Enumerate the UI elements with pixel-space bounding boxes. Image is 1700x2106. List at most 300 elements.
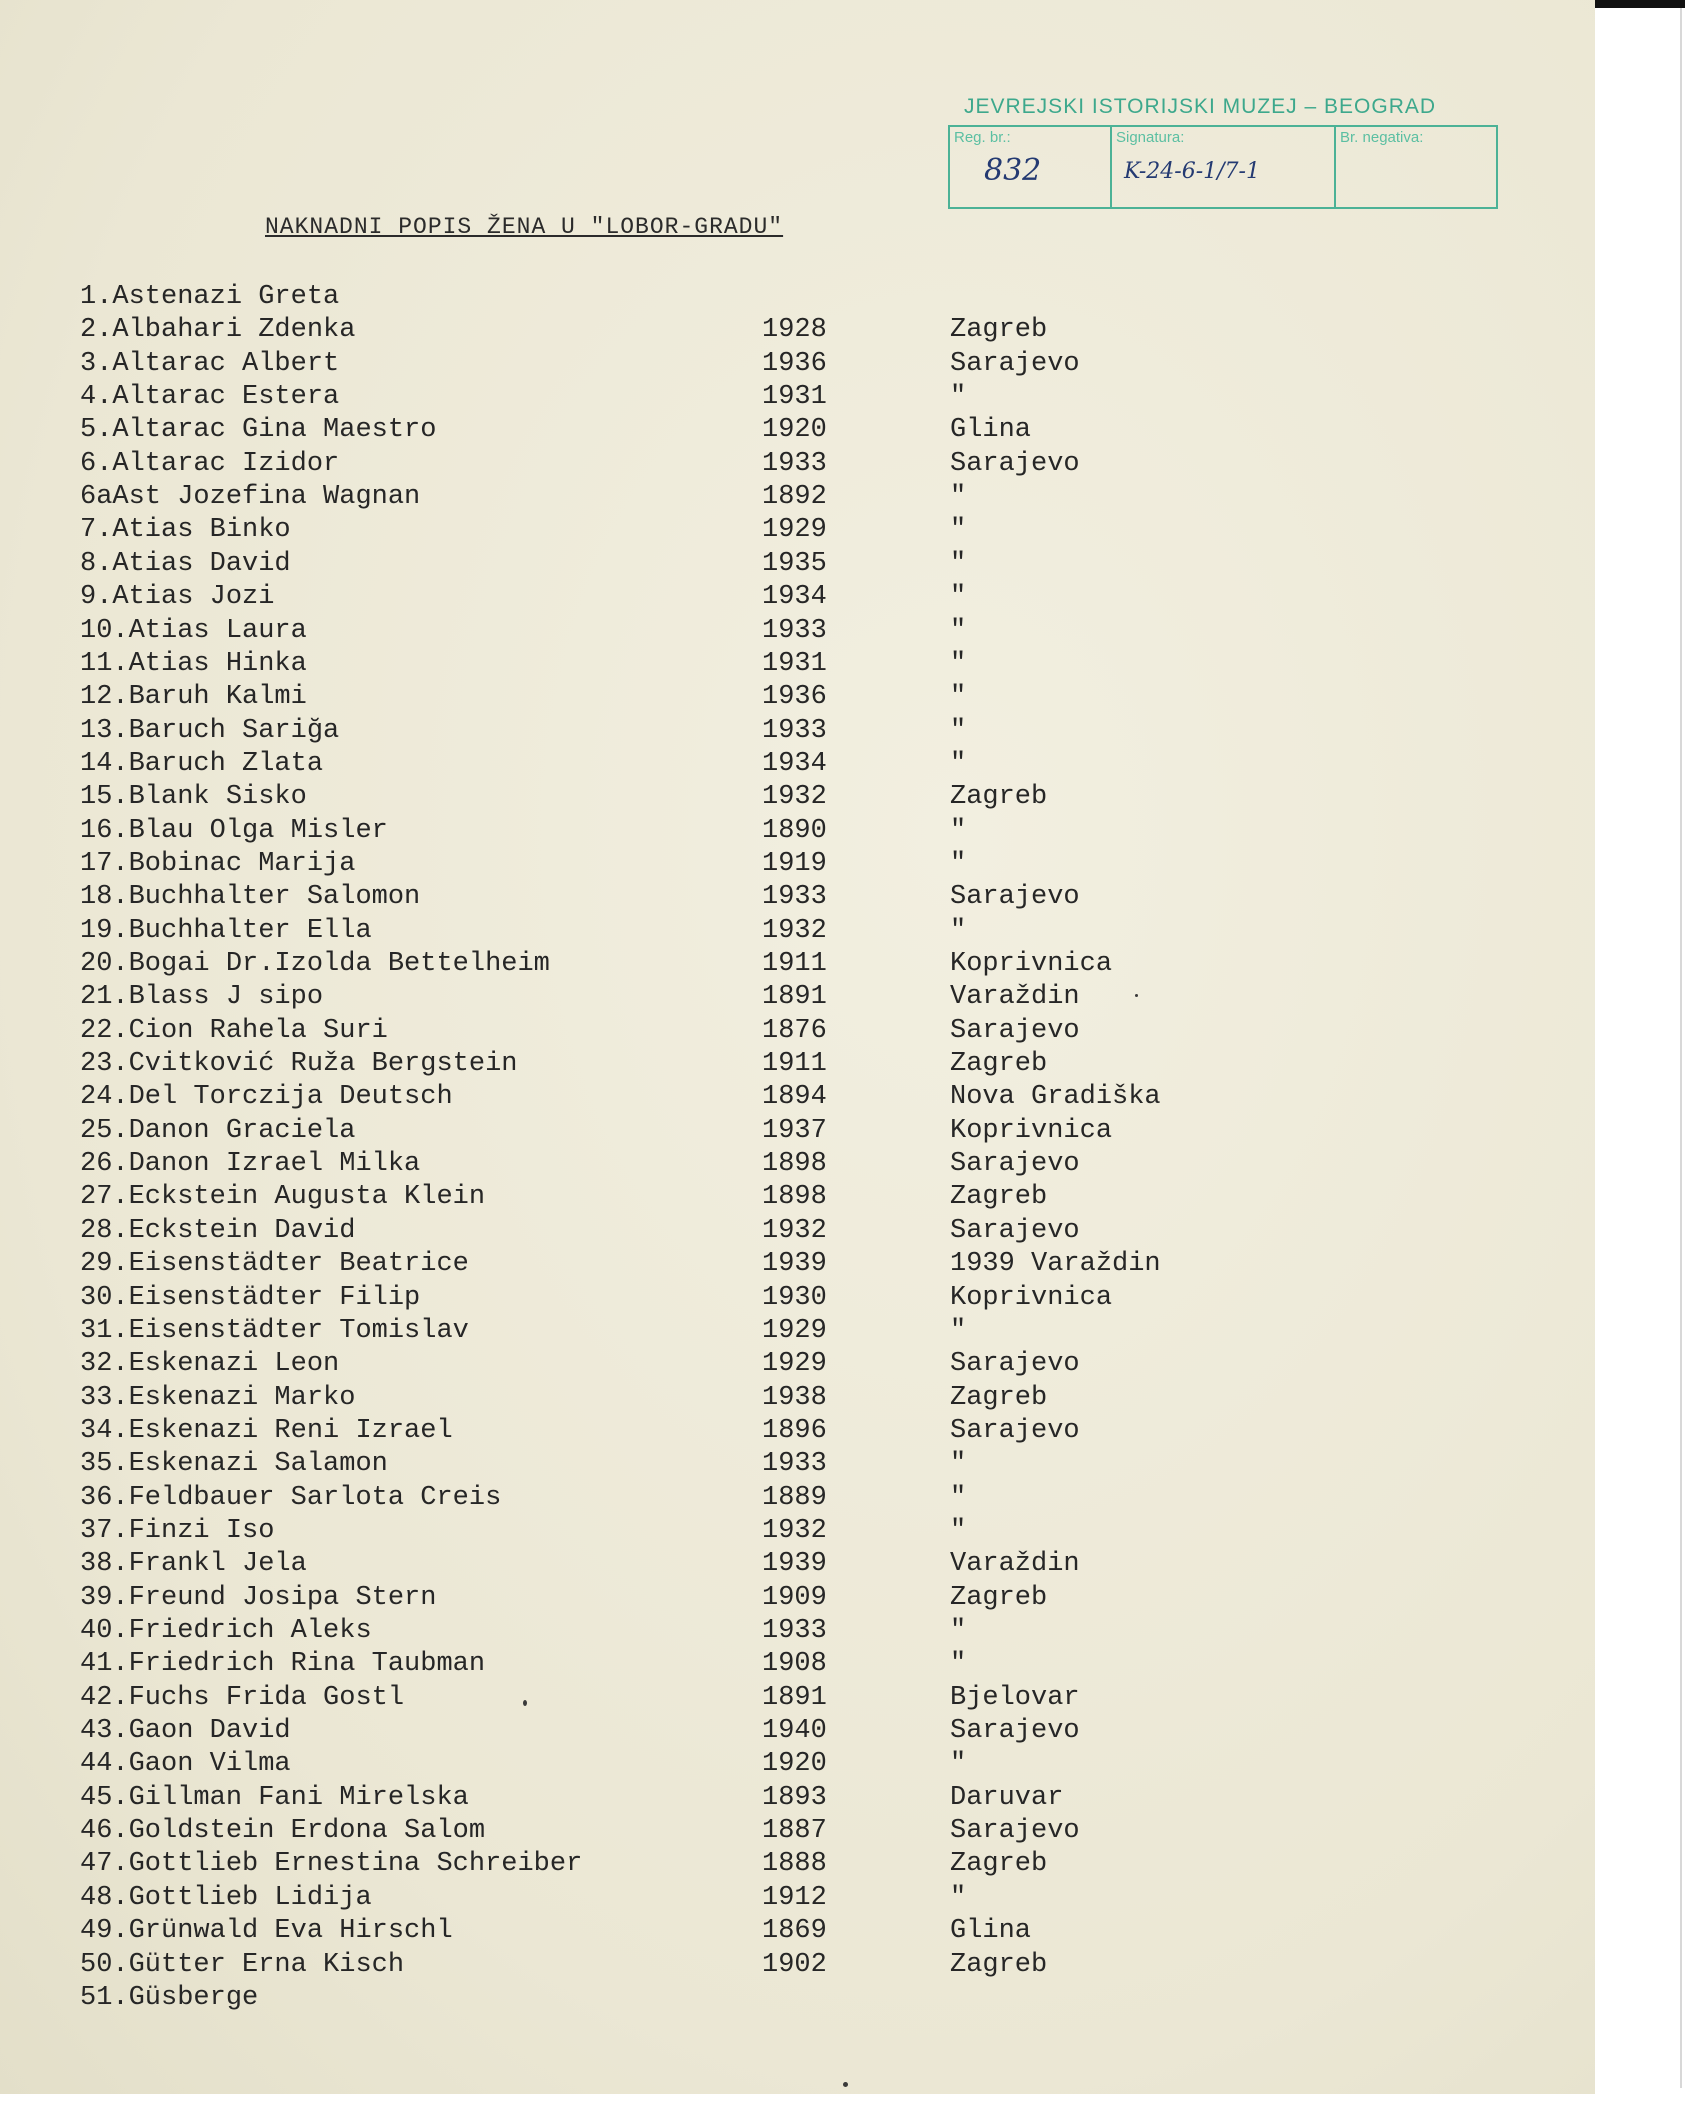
entry-year: 1929 (762, 1349, 827, 1380)
entry-place: Sarajevo (950, 1349, 1080, 1380)
entry-place: " (950, 1649, 967, 1680)
entry-name (80, 615, 307, 648)
entry-number: 16. (80, 815, 129, 846)
entry-place: " (950, 582, 967, 613)
entry-year: 1933 (762, 1616, 827, 1646)
entry-place: Glina (950, 1916, 1032, 1947)
list-item (0, 514, 1595, 547)
entry-fullname: Atias Binko (112, 515, 291, 546)
entry-name (80, 581, 274, 614)
entry-number: 27. (80, 1182, 129, 1213)
entry-number: 34. (80, 1415, 129, 1446)
entry-number: 10. (80, 615, 129, 646)
entry-number: 28. (80, 1215, 129, 1246)
entry-place: " (950, 682, 967, 713)
entry-place: Sarajevo (950, 448, 1080, 479)
list-item (0, 1715, 1595, 1748)
entry-fullname: Altarac Izidor (112, 448, 340, 479)
list-item (0, 1348, 1595, 1381)
entry-place: Bjelovar (950, 1682, 1080, 1713)
entry-fullname: Eisenstädter Filip (128, 1282, 421, 1313)
entry-place: Varaždin (950, 982, 1080, 1013)
entry-number: 6. (80, 448, 113, 479)
entry-place: " (950, 1616, 967, 1646)
entry-number: 6a (80, 482, 113, 513)
entry-name (80, 1615, 372, 1648)
entry-place: Zagreb (950, 1582, 1048, 1613)
entry-year: 1939 (762, 1249, 827, 1280)
entry-fullname: Blass J sipo (128, 982, 324, 1013)
entry-number: 25. (80, 1115, 129, 1146)
list-item (0, 1548, 1595, 1581)
entry-fullname: Baruh Kalmi (128, 682, 307, 713)
entry-name (80, 281, 339, 314)
list-item (0, 1815, 1595, 1848)
entry-fullname: Altarac Albert (112, 348, 340, 379)
entry-fullname: Danon Graciela (128, 1115, 356, 1146)
entry-fullname: Blau Olga Misler (128, 815, 388, 846)
entry-number: 11. (80, 648, 129, 679)
entry-year: 1911 (762, 1049, 827, 1080)
entry-number: 30. (80, 1282, 129, 1313)
entry-number: 35. (80, 1449, 129, 1480)
list-item (0, 715, 1595, 748)
entry-fullname: Goldstein Erdona Salom (128, 1816, 486, 1847)
entry-fullname: Danon Izrael Milka (128, 1149, 421, 1180)
entry-name (80, 1515, 274, 1548)
entry-number: 49. (80, 1916, 129, 1947)
entry-year: 1919 (762, 848, 827, 879)
entry-name (80, 1548, 307, 1581)
entry-fullname: Baruch Sariğa (128, 715, 340, 746)
entry-name (80, 314, 355, 347)
entry-year: 1892 (762, 482, 827, 513)
list-item (0, 1648, 1595, 1681)
entry-fullname: Gottlieb Lidija (128, 1882, 372, 1913)
entry-name (80, 715, 339, 748)
entry-name (80, 1382, 355, 1415)
entry-year: 1876 (762, 1015, 827, 1046)
list-item (0, 748, 1595, 781)
list-item (0, 1215, 1595, 1248)
entry-place: Sarajevo (950, 882, 1080, 913)
entry-number: 21. (80, 982, 129, 1013)
entry-name (80, 548, 291, 581)
entry-year: 1940 (762, 1716, 827, 1747)
stamp-reg-cell (950, 127, 1112, 207)
museum-stamp (948, 95, 1498, 215)
entry-year: 1931 (762, 382, 827, 413)
entry-name (80, 648, 307, 681)
entry-name (80, 781, 307, 814)
entry-name (80, 1915, 453, 1948)
entry-number: 44. (80, 1749, 129, 1780)
entry-place: " (950, 748, 967, 779)
entry-year: 1928 (762, 315, 827, 346)
entry-year: 1936 (762, 682, 827, 713)
entry-place: " (950, 715, 967, 746)
entry-fullname: Atias Hinka (128, 648, 307, 679)
entry-year: 1938 (762, 1382, 827, 1413)
entry-year: 1898 (762, 1149, 827, 1180)
list-item (0, 1915, 1595, 1948)
entry-year: 1933 (762, 882, 827, 913)
entry-place: " (950, 1315, 967, 1346)
entry-name (80, 1648, 485, 1681)
entry-fullname: Eckstein Augusta Klein (128, 1182, 486, 1213)
entry-place: Varaždin (950, 1549, 1080, 1580)
entry-fullname: Fuchs Frida Gostl (128, 1682, 405, 1713)
list-item (0, 1782, 1595, 1815)
entry-fullname: Eskenazi Leon (128, 1349, 340, 1380)
ink-spot (843, 2082, 848, 2087)
entry-fullname: Finzi Iso (128, 1515, 275, 1546)
entry-number: 17. (80, 848, 129, 879)
entry-place: Zagreb (950, 315, 1048, 346)
entry-number: 15. (80, 782, 129, 813)
entry-place: " (950, 382, 967, 413)
entry-fullname: Blank Sisko (128, 782, 307, 813)
entry-place: Sarajevo (950, 1215, 1080, 1246)
stamp-negative-label: Br. negativa: (1340, 129, 1424, 146)
entry-place: Zagreb (950, 1949, 1048, 1980)
entry-fullname: Gillman Fani Mirelska (128, 1782, 469, 1813)
list-item (0, 1982, 1595, 2015)
list-item (0, 681, 1595, 714)
entry-place: Nova Gradiška (950, 1082, 1161, 1113)
entry-year: 1929 (762, 1315, 827, 1346)
entry-fullname: Altarac Estera (112, 382, 340, 413)
entry-place: Koprivnica (950, 1282, 1113, 1313)
entry-place: Koprivnica (950, 1115, 1113, 1146)
entry-name (80, 1482, 501, 1515)
entry-name (80, 1748, 291, 1781)
list-item (0, 348, 1595, 381)
stamp-box (948, 125, 1498, 209)
entry-name (80, 1148, 420, 1181)
entry-year: 1933 (762, 715, 827, 746)
entry-name (80, 1882, 372, 1915)
entry-fullname: Del Torczija Deutsch (128, 1082, 453, 1113)
entry-year: 1908 (762, 1649, 827, 1680)
entry-number: 51. (80, 1982, 129, 2013)
entry-name (80, 348, 339, 381)
list-item (0, 615, 1595, 648)
list-item (0, 1382, 1595, 1415)
entry-name (80, 1081, 453, 1114)
list-item (0, 1315, 1595, 1348)
entry-number: 23. (80, 1049, 129, 1080)
entry-number: 50. (80, 1949, 129, 1980)
entry-name (80, 1115, 355, 1148)
entry-number: 46. (80, 1816, 129, 1847)
entry-fullname: Bobinac Marija (128, 848, 356, 879)
entry-number: 41. (80, 1649, 129, 1680)
entry-place: Zagreb (950, 1049, 1048, 1080)
list-item (0, 815, 1595, 848)
entry-place: " (950, 1449, 967, 1480)
entry-place: " (950, 1482, 967, 1513)
list-item (0, 1115, 1595, 1148)
stamp-negative-cell (1336, 127, 1496, 207)
entry-place: " (950, 1749, 967, 1780)
entry-fullname: Gaon Vilma (128, 1749, 291, 1780)
list-item (0, 1515, 1595, 1548)
list-item (0, 548, 1595, 581)
entry-year: 1935 (762, 548, 827, 579)
stamp-signature-label: Signatura: (1116, 129, 1185, 146)
list-item (0, 1748, 1595, 1781)
entry-name (80, 381, 339, 414)
stamp-title: JEVREJSKI ISTORIJSKI MUZEJ – BEOGRAD (964, 95, 1437, 118)
entry-place: Zagreb (950, 1849, 1048, 1880)
list-item (0, 848, 1595, 881)
stamp-reg-label: Reg. br.: (954, 129, 1011, 146)
entry-year: 1933 (762, 615, 827, 646)
entry-name (80, 848, 355, 881)
list-item (0, 1848, 1595, 1881)
entry-number: 39. (80, 1582, 129, 1613)
entry-name (80, 1282, 420, 1315)
entry-fullname: Atias David (112, 548, 291, 579)
entry-place: Sarajevo (950, 1149, 1080, 1180)
entry-number: 22. (80, 1015, 129, 1046)
entry-number: 43. (80, 1716, 129, 1747)
entry-year: 1931 (762, 648, 827, 679)
stamp-signature-value: K-24-6-1/7-1 (1124, 159, 1260, 184)
stamp-reg-value: 832 (984, 153, 1042, 188)
entry-number: 29. (80, 1249, 129, 1280)
entry-fullname: Eisenstädter Tomislav (128, 1315, 469, 1346)
entry-number: 45. (80, 1782, 129, 1813)
entry-year: 1930 (762, 1282, 827, 1313)
entry-number: 33. (80, 1382, 129, 1413)
entry-name (80, 1949, 404, 1982)
list-item (0, 1282, 1595, 1315)
entry-fullname: Grünwald Eva Hirschl (128, 1916, 453, 1947)
list-item (0, 448, 1595, 481)
entry-year: 1891 (762, 982, 827, 1013)
entry-fullname: Feldbauer Sarlota Creis (128, 1482, 502, 1513)
entry-fullname: Eskenazi Reni Izrael (128, 1415, 453, 1446)
entry-name (80, 1215, 355, 1248)
entry-place: 1939 Varaždin (950, 1249, 1161, 1280)
entry-fullname: Gütter Erna Kisch (128, 1949, 405, 1980)
entry-number: 2. (80, 315, 113, 346)
entry-fullname: Eckstein David (128, 1215, 356, 1246)
entry-number: 47. (80, 1849, 129, 1880)
entry-year: 1933 (762, 448, 827, 479)
entry-place: Daruvar (950, 1782, 1064, 1813)
entry-year: 1889 (762, 1482, 827, 1513)
entry-year: 1933 (762, 1449, 827, 1480)
entry-fullname: Astenazi Greta (112, 282, 340, 312)
entry-number: 42. (80, 1682, 129, 1713)
entry-year: 1912 (762, 1882, 827, 1913)
entry-place: Glina (950, 415, 1032, 446)
entry-year: 1898 (762, 1182, 827, 1213)
entry-number: 31. (80, 1315, 129, 1346)
entry-year: 1887 (762, 1816, 827, 1847)
list-item (0, 1015, 1595, 1048)
entry-fullname: Frankl Jela (128, 1549, 307, 1580)
entry-year: 1891 (762, 1682, 827, 1713)
list-item (0, 981, 1595, 1014)
entry-number: 36. (80, 1482, 129, 1513)
ink-spot (523, 1700, 527, 1706)
entry-place: Sarajevo (950, 348, 1080, 379)
entry-name (80, 1582, 436, 1615)
list-item (0, 314, 1595, 347)
entry-name (80, 681, 307, 714)
entry-place: " (950, 1515, 967, 1546)
entry-place: Sarajevo (950, 1816, 1080, 1847)
entry-place: Sarajevo (950, 1716, 1080, 1747)
entry-number: 48. (80, 1882, 129, 1913)
entry-year: 1932 (762, 915, 827, 946)
list-item (0, 1415, 1595, 1448)
entry-name (80, 414, 436, 447)
entry-name (80, 448, 339, 481)
list-item (0, 481, 1595, 514)
list-item (0, 1248, 1595, 1281)
entry-place: " (950, 548, 967, 579)
entry-name (80, 1982, 258, 2015)
entry-name (80, 1815, 485, 1848)
entry-place: Sarajevo (950, 1015, 1080, 1046)
list-item (0, 381, 1595, 414)
entry-year: 1869 (762, 1916, 827, 1947)
list-item (0, 1148, 1595, 1181)
list-item (0, 915, 1595, 948)
entry-year: 1909 (762, 1582, 827, 1613)
entry-name (80, 815, 388, 848)
entry-year: 1920 (762, 415, 827, 446)
list-item (0, 1615, 1595, 1648)
list-item (0, 881, 1595, 914)
list-item (0, 1181, 1595, 1214)
entry-number: 4. (80, 382, 113, 413)
entry-fullname: Friedrich Rina Taubman (128, 1649, 486, 1680)
entry-fullname: Eisenstädter Beatrice (128, 1249, 469, 1280)
ink-spot (1135, 994, 1138, 997)
entry-fullname: Altarac Gina Maestro (112, 415, 437, 446)
entry-name (80, 1015, 388, 1048)
entry-year: 1939 (762, 1549, 827, 1580)
entry-number: 1. (80, 282, 113, 312)
entry-year: 1932 (762, 1515, 827, 1546)
entry-year: 1902 (762, 1949, 827, 1980)
entry-name (80, 1248, 469, 1281)
entry-name (80, 1682, 404, 1715)
entry-place: Zagreb (950, 782, 1048, 813)
entry-year: 1934 (762, 748, 827, 779)
entry-name (80, 1715, 291, 1748)
entry-number: 38. (80, 1549, 129, 1580)
entry-fullname: Eskenazi Marko (128, 1382, 356, 1413)
entry-number: 5. (80, 415, 113, 446)
entry-name (80, 748, 323, 781)
stamp-signature-cell (1112, 127, 1336, 207)
entry-number: 14. (80, 748, 129, 779)
entry-fullname: Güsberge (128, 1982, 259, 2013)
entry-fullname: Bogai Dr.Izolda Bettelheim (128, 949, 550, 979)
entry-number: 12. (80, 682, 129, 713)
entry-year: 1932 (762, 782, 827, 813)
entry-name (80, 1415, 453, 1448)
entry-name (80, 948, 550, 981)
entry-number: 24. (80, 1082, 129, 1113)
entry-number: 3. (80, 348, 113, 379)
entry-year: 1894 (762, 1082, 827, 1113)
entry-number: 8. (80, 548, 113, 579)
entry-place: " (950, 615, 967, 646)
entry-place: Sarajevo (950, 1415, 1080, 1446)
entry-fullname: Friedrich Aleks (128, 1616, 372, 1646)
entry-fullname: Baruch Zlata (128, 748, 324, 779)
entry-year: 1896 (762, 1415, 827, 1446)
entry-fullname: Buchhalter Ella (128, 915, 372, 946)
entry-fullname: Cion Rahela Suri (128, 1015, 388, 1046)
entry-year: 1888 (762, 1849, 827, 1880)
entry-number: 26. (80, 1149, 129, 1180)
entry-name (80, 881, 420, 914)
list-item (0, 281, 1595, 314)
entry-number: 18. (80, 882, 129, 913)
entry-number: 32. (80, 1349, 129, 1380)
entry-place: " (950, 815, 967, 846)
entry-place: " (950, 515, 967, 546)
entry-fullname: Buchhalter Salomon (128, 882, 421, 913)
entry-number: 7. (80, 515, 113, 546)
entry-number: 37. (80, 1515, 129, 1546)
entry-place: " (950, 1882, 967, 1913)
scan-corner (1595, 0, 1685, 8)
entry-year: 1932 (762, 1215, 827, 1246)
entry-year: 1893 (762, 1782, 827, 1813)
entry-fullname: Atias Jozi (112, 582, 275, 613)
entry-place: " (950, 482, 967, 513)
entry-place: Zagreb (950, 1382, 1048, 1413)
entry-fullname: Eskenazi Salamon (128, 1449, 388, 1480)
entry-name (80, 1348, 339, 1381)
entry-year: 1890 (762, 815, 827, 846)
entry-name (80, 1181, 485, 1214)
entry-year: 1936 (762, 348, 827, 379)
entry-number: 40. (80, 1616, 129, 1646)
entry-fullname: Gaon David (128, 1716, 291, 1747)
list-item (0, 1582, 1595, 1615)
entry-fullname: Albahari Zdenka (112, 315, 356, 346)
entry-fullname: Cvitković Ruža Bergstein (128, 1049, 518, 1080)
list-item (0, 781, 1595, 814)
entry-number: 9. (80, 582, 113, 613)
list-item (0, 1949, 1595, 1982)
entry-place: " (950, 848, 967, 879)
entry-name (80, 1448, 388, 1481)
entry-year: 1929 (762, 515, 827, 546)
scan-edge-line (1680, 8, 1682, 2088)
entry-year: 1937 (762, 1115, 827, 1146)
list-item (0, 648, 1595, 681)
entry-fullname: Freund Josipa Stern (128, 1582, 437, 1613)
entry-year: 1934 (762, 582, 827, 613)
entry-place: Zagreb (950, 1182, 1048, 1213)
entry-fullname: Gottlieb Ernestina Schreiber (128, 1849, 583, 1880)
entry-number: 13. (80, 715, 129, 746)
entry-name (80, 1782, 469, 1815)
entry-fullname: Atias Laura (128, 615, 307, 646)
